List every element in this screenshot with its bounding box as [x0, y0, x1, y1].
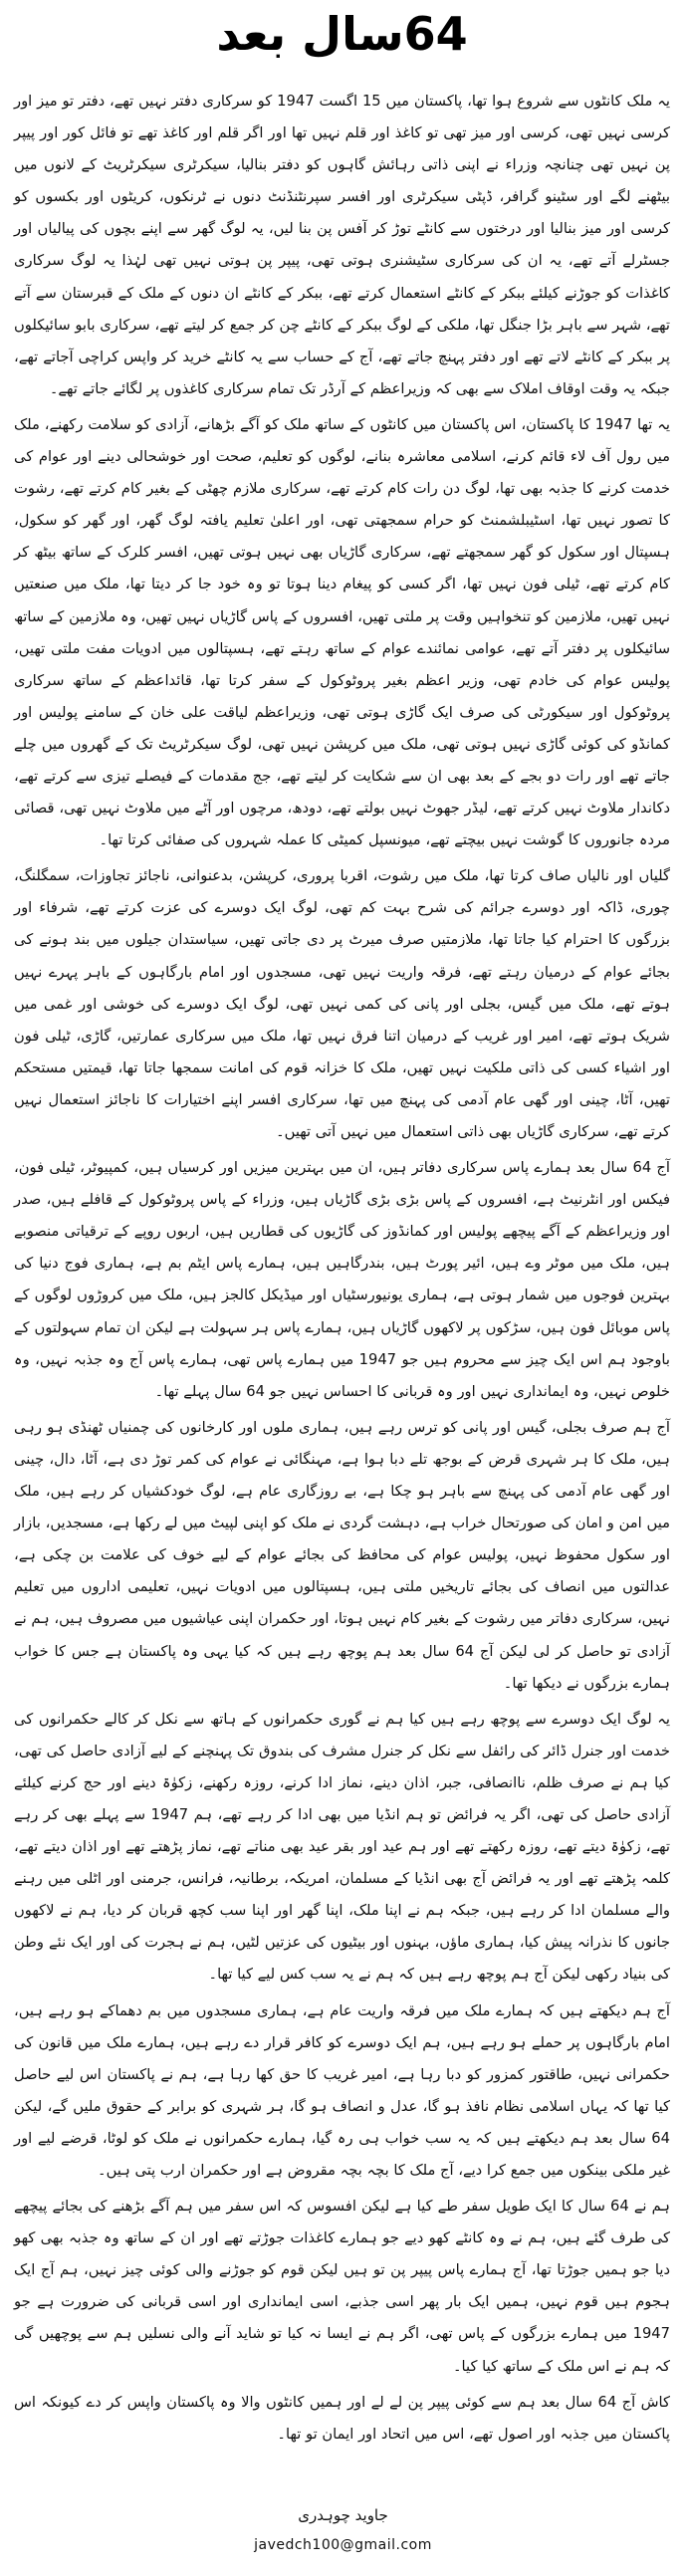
article-paragraph: یہ تھا 1947 کا پاکستان، اس پاکستان میں کانٹوں کے ساتھ ملک کو آگے بڑھانے، آزادی کو سلامت رکھنے، ملک میں رول آف لاء قائم کرنے، اسلامی معاشرہ بنانے، لوگوں کو تعلیم، صحت اور خوشحالی دینے اور عوام کی خدمت کرنے کا جذبہ بھی تھا، لوگ دن رات کام کرتے تھے، سرکاری ملازم چھٹی کے بغیر کام کرتے تھے، رشوت کا تصور نہیں تھا، اسٹیبلشمنٹ کو حرام سمجھتی تھی، اور اعلیٰ تعلیم یافتہ لوگ گھر، اور گھر کو سکول، ہسپتال اور سکول کو گھر سمجھتے تھے، سرکاری گاڑیاں بھی نہیں ہوتی تھیں، افسر کلرک کے ساتھ بیٹھ کر کام کرتے تھے، ٹیلی فون نہیں تھا، اگر کسی کو پیغام دینا ہوتا تو وہ خود جا کر دیتا تھا، ملک میں صنعتیں نہیں تھیں، ملازمین کو تنخواہیں وقت پر ملتی تھیں، افسروں کے پاس گاڑیاں نہیں تھیں، وہ ملازمین کے ساتھ سائیکلوں پر دفتر آتے تھے، عوامی نمائندے عوام کے ساتھ رہتے تھے، ہسپتالوں میں ادویات مفت ملتی تھیں، پولیس عوام کی خادم تھی، وزیر اعظم بغیر پروٹوکول کے سفر کرتا تھا، قائداعظم کے ساتھ سرکاری پروٹوکول اور سیکورٹی کی صرف ایک گاڑی ہوتی تھی، وزیراعظم لیاقت علی خان کے سامنے پولیس اور کمانڈو کی کوئی گاڑی نہیں ہوتی تھی، ملک میں کرپشن نہیں تھی، لوگ سیکرٹریٹ تک کے گھروں میں چلے جاتے تھے اور رات دو بجے کے بعد بھی ان سے شکایت کر لیتے تھے، جج مقدمات کے فیصلے تیزی سے کرتے تھے، دکاندار ملاوٹ نہیں کرتے تھے، لیڈر جھوٹ نہیں بولتے تھے، دودھ، مرچوں اور آٹے میں ملاوٹ نہیں تھی، قصائی مردہ جانوروں کا گوشت نہیں بیچتے تھے، میونسپل کمیٹی کا عملہ شہروں کی صفائی کرتا تھا۔ — [14, 415, 670, 849]
article-paragraph: گلیاں اور نالیاں صاف کرتا تھا، ملک میں رشوت، اقربا پروری، کرپشن، بدعنوانی، ناجائز تجاوزات، سمگلنگ، چوری، ڈاکہ اور دوسرے جرائم کی شرح بہت کم تھی، لوگ ایک دوسرے کی عزت کرتے تھے، شرفاء اور بزرگوں کا احترام کیا جاتا تھا، ملازمتیں صرف میرٹ پر دی جاتی تھیں، سیاستدان جیلوں میں بند ہونے کی بجائے عوام کے درمیان رہتے تھے، فرقہ واریت نہیں تھی، مسجدوں اور امام بارگاہوں کے باہر پہرے نہیں ہوتے تھے، ملک میں گیس، بجلی اور پانی کی کمی نہیں تھی، لوگ ایک دوسرے کی خوشی اور غمی میں شریک ہوتے تھے، امیر اور غریب کے درمیان اتنا فرق نہیں تھا، ملک میں سرکاری عمارتیں، گاڑی، ٹیلی فون اور اشیاء کسی کی ذاتی ملکیت نہیں تھیں، ملک کا خزانہ قوم کی امانت سمجھا جاتا تھا، قیمتیں مستحکم تھیں، آٹا، چینی اور گھی عام آدمی کی پہنچ میں تھا، سرکاری افسر اپنے اختیارات کا ناجائز استعمال نہیں کرتے تھے، سرکاری گاڑیاں بھی ذاتی استعمال میں نہیں آتی تھیں۔ — [14, 867, 670, 1140]
article-paragraph: کاش آج 64 سال بعد ہم سے کوئی پیپر پن لے لے اور ہمیں کانٹوں والا وہ پاکستان واپس کر دے کیونکہ اس پاکستان میں جذبہ اور اصول تھے، اس میں اتحاد اور ایمان تو تھا۔ — [14, 2393, 670, 2443]
article-paragraph: ہم نے 64 سال کا ایک طویل سفر طے کیا ہے لیکن افسوس کہ اس سفر میں ہم آگے بڑھنے کی بجائے پیچھے کی طرف گئے ہیں، ہم نے وہ کانٹے کھو دیے جو ہمارے کاغذات جوڑتے تھے اور ان کے ساتھ وہ جذبہ بھی کھو دیا جو ہمیں جوڑتا تھا، آج ہمارے پاس پیپر پن تو ہیں لیکن قوم کو جوڑنے والی کوئی چیز نہیں، ہم آج ایک ہجوم ہیں قوم نہیں، ہمیں ایک بار پھر اسی جذبے، اسی ایمانداری اور اسی قربانی کی ضرورت ہے جو 1947 میں ہمارے بزرگوں کے پاس تھی، اگر ہم نے ایسا نہ کیا تو شاید آنے والی نسلیں ہم سے پوچھیں گی کہ ہم نے اس ملک کے ساتھ کیا کیا۔ — [14, 2198, 670, 2375]
article-paragraph: یہ ملک کانٹوں سے شروع ہوا تھا، پاکستان میں 15 اگست 1947 کو سرکاری دفتر نہیں تھے، دفتر تو میز اور کرسی نہیں تھی، کرسی اور میز تھی تو کاغذ اور قلم نہیں تھا اور اگر قلم اور کاغذ تھے تو فائل کور اور پیپر پن نہیں تھی چنانچہ وزراء نے اپنی ذاتی رہائش گاہوں کو دفتر بنالیا، سیکرٹری سیکرٹریٹ کے لانوں میں بیٹھنے لگے اور سٹینو گرافر، ڈپٹی سیکرٹری اور افسر سپرنٹنڈنٹ دنوں نے ٹرنکوں، کریٹوں اور بکسوں کو کرسی اور میز بنالیا اور درختوں سے کانٹے توڑ کر آفس پن بنا لیں، یہ لوگ گھر سے اپنے بچوں کی پیالیاں اور جسٹرلے آتے تھے، یہ ان کی سرکاری سٹیشنری ہوتی تھی، پیپر پن ہوتی نہیں تھی لہٰذا یہ لوگ سرکاری کاغذات کو جوڑنے کیلئے ببکر کے کانٹے استعمال کرتے تھے، ببکر کے کانٹے ان دنوں کے ملک کے قبرستان سے آتے تھے، شہر سے باہر بڑا جنگل تھا، ملکی کے لوگ ببکر کے کانٹے چن کر جمع کر لیتے تھے، سرکاری بابو سائیکلوں پر ببکر کے کانٹے لاتے تھے اور دفتر پہنچ جاتے تھے، آج کے حساب سے یہ کانٹے خرید کر واپس کراچی آجاتے تھے، جبکہ یہ وقت اوقاف املاک سے بھی کہ وزیراعظم کے آرڈر تک تمام سرکاری کاغذوں پر لگائے جاتے تھے۔ — [14, 93, 670, 397]
article-paragraph: آج ہم دیکھتے ہیں کہ ہمارے ملک میں فرقہ واریت عام ہے، ہماری مسجدوں میں بم دھماکے ہو رہے ہیں، امام بارگاہوں پر حملے ہو رہے ہیں، ہم ایک دوسرے کو کافر قرار دے رہے ہیں، ہمارے ملک میں قانون کی حکمرانی نہیں، طاقتور کمزور کو دبا رہا ہے، امیر غریب کا حق کھا رہا ہے، ہم نے پاکستان اس لیے حاصل کیا تھا کہ یہاں اسلامی نظام نافذ ہو گا، عدل و انصاف ہو گا، ہر شہری کو برابر کے حقوق ملیں گے، لیکن 64 سال بعد ہم دیکھتے ہیں کہ یہ سب خواب ہی رہ گیا، ہمارے حکمرانوں نے ملک کو لوٹا، قرضے لیے اور غیر ملکی بینکوں میں جمع کرا دیے، آج ملک کا بچہ بچہ مقروض ہے اور حکمران ارب پتی ہیں۔ — [14, 2001, 670, 2179]
article-title: 64سال بعد — [216, 7, 468, 61]
article-paragraph: آج ہم صرف بجلی، گیس اور پانی کو ترس رہے ہیں، ہماری ملوں اور کارخانوں کی چمنیاں ٹھنڈی ہو رہی ہیں، ملک کا ہر شہری قرض کے بوجھ تلے دبا ہوا ہے، مہنگائی نے عوام کی کمر توڑ دی ہے، آٹا، دال، چینی اور گھی عام آدمی کی پہنچ سے باہر ہو چکا ہے، بے روزگاری عام ہے، لوگ خودکشیاں کر رہے ہیں، ملک میں امن و امان کی صورتحال خراب ہے، دہشت گردی نے ملک کو اپنی لپیٹ میں لے رکھا ہے، مسجدیں، بازار اور سکول محفوظ نہیں، پولیس عوام کی محافظ کی بجائے عوام کے لیے خوف کی علامت بن چکی ہے، عدالتوں میں انصاف کی بجائے تاریخیں ملتی ہیں، ہسپتالوں میں ادویات نہیں، تعلیمی اداروں میں تعلیم نہیں، سرکاری دفاتر میں رشوت کے بغیر کام نہیں ہوتا، اور حکمران اپنی عیاشیوں میں مصروف ہیں، ہم نے آزادی تو حاصل کر لی لیکن آج 64 سال بعد ہم پوچھ رہے ہیں کہ کیا یہی وہ پاکستان ہے جس کا خواب ہمارے بزرگوں نے دیکھا تھا۔ — [14, 1418, 670, 1692]
article-body — [14, 86, 670, 2451]
article-paragraph: یہ لوگ ایک دوسرے سے پوچھ رہے ہیں کیا ہم نے گوری حکمرانوں کے ہاتھ سے نکل کر کالے حکمرانوں کی خدمت اور جنرل ڈائر کی رائفل سے نکل کر جنرل مشرف کی بندوق تک پہنچنے کے لیے آزادی حاصل کی تھی، کیا ہم نے صرف ظلم، ناانصافی، جبر، اذان دینے، نماز ادا کرنے، روزہ رکھنے، زکوٰۃ دینے اور حج کرنے کیلئے آزادی حاصل کی تھی، اگر یہ فرائض تو ہم انڈیا میں بھی ادا کر رہے تھے، ہم 1947 سے پہلے بھی کر رہے تھے، زکوٰۃ دیتے تھے، روزہ رکھتے تھے اور ہم عید اور بقر عید بھی مناتے تھے، نماز پڑھتے تھے اور اذان دیتے تھے، کلمہ پڑھتے تھے اور یہ فرائض آج بھی انڈیا کے مسلمان، امریکہ، برطانیہ، فرانس، جرمنی اور اٹلی میں رہنے والے مسلمان ادا کر رہے ہیں، جبکہ ہم نے اپنا ملک، اپنا گھر اور اپنا سب کچھ قربان کر دیا، ہم نے لاکھوں جانوں کا نذرانہ پیش کیا، ہماری ماؤں، بہنوں اور بیٹیوں کی عزتیں لٹیں، ہم نے ہجرت کی اور ایک نئے وطن کی بنیاد رکھی لیکن آج ہم پوچھ رہے ہیں کہ ہم نے یہ سب کس لیے کیا تھا۔ — [14, 1710, 670, 1984]
article-footer — [0, 2498, 686, 2576]
article-paragraph: آج 64 سال بعد ہمارے پاس سرکاری دفاتر ہیں، ان میں بہترین میزیں اور کرسیاں ہیں، کمپیوٹر، ٹیلی فون، فیکس اور انٹرنیٹ ہے، افسروں کے پاس بڑی بڑی گاڑیاں ہیں، وزراء کے پاس پروٹوکول کے قافلے ہیں، صدر اور وزیراعظم کے آگے پیچھے پولیس اور کمانڈوز کی گاڑیوں کی قطاریں ہیں، اربوں روپے کے ترقیاتی منصوبے ہیں، ملک میں موٹر وے ہیں، ائیر پورٹ ہیں، بندرگاہیں ہیں، ہمارے پاس ایٹم بم ہے، ہماری فوج دنیا کی بہترین فوجوں میں شمار ہوتی ہے، ہماری یونیورسٹیاں اور میڈیکل کالجز ہیں، ملک میں کروڑوں لوگوں کے پاس موبائل فون ہیں، سڑکوں پر لاکھوں گاڑیاں ہیں، ہمارے پاس ہر سہولت ہے لیکن ان تمام سہولتوں کے باوجود ہم اس ایک چیز سے محروم ہیں جو 1947 میں ہمارے پاس تھی، ہمارے پاس آج وہ جذبہ نہیں، وہ خلوص نہیں، وہ ایمانداری نہیں اور وہ قربانی کا احساس نہیں جو 64 سال پہلے تھا۔ — [14, 1159, 670, 1400]
author-name: جاوید چوہدری — [298, 2506, 388, 2524]
author-email: javedch100@gmail.com — [254, 2537, 432, 2553]
